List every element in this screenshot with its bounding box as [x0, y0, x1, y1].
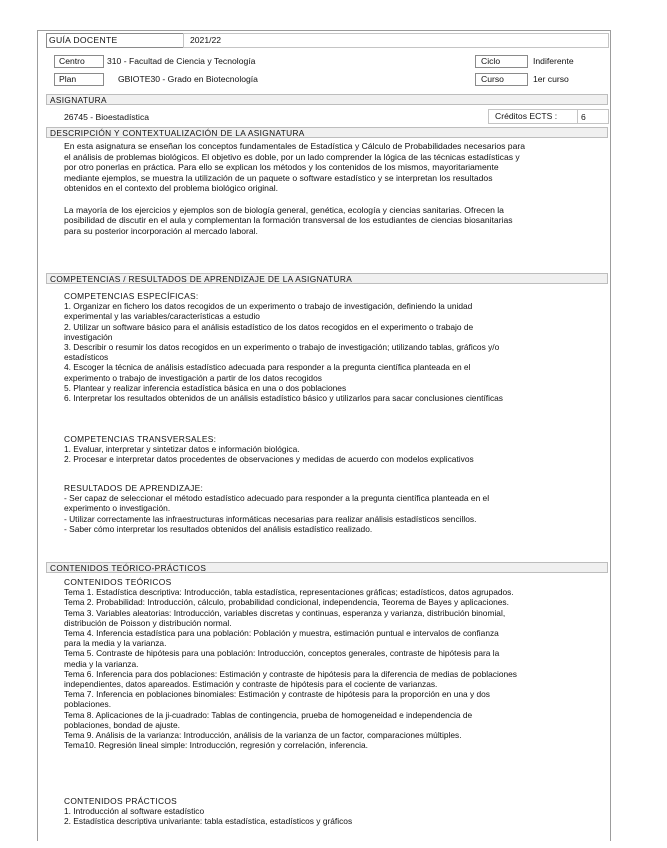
tema-line: para la media y la varianza. — [64, 638, 167, 649]
tema-line: Tema 4. Inferencia estadística para una población: Población y muestra, estimación puntual e intervalos de confianza — [64, 628, 499, 639]
centro-value: 310 - Facultad de Ciencia y Tecnología — [107, 56, 256, 66]
especifica-line: experimental y las variables/características a estudio — [64, 311, 260, 322]
transversal-line: 1. Evaluar, interpretar y sintetizar datos e información biológica. — [64, 444, 300, 455]
resultado-line: - Utilizar correctamente las infraestructuras informáticas necesarias para realizar análisis estadísticos sencillos. — [64, 513, 477, 524]
resultado-line: - Ser capaz de seleccionar el método estadístico adecuado para responder a la pregunta científica planteada en el — [64, 493, 490, 504]
especifica-line: investigación — [64, 331, 113, 342]
tema-line: Tema 5. Contraste de hipótesis para una población: Introducción, conceptos generales, contraste de hipótesis para la — [64, 648, 500, 659]
especifica-line: estadísticos — [64, 352, 109, 363]
year-box — [183, 33, 609, 48]
curso-value: 1er curso — [533, 74, 569, 84]
competencias-especificas — [64, 291, 503, 403]
plan-label: Plan — [59, 74, 77, 84]
curso-label: Curso — [481, 74, 504, 84]
descripcion-section-header: DESCRIPCIÓN Y CONTEXTUALIZACIÓN DE LA ASIGNATURA — [46, 127, 608, 138]
ciclo-value: Indiferente — [533, 56, 574, 66]
descripcion-line: para su posterior incorporación al mercado laboral. — [64, 225, 258, 236]
practico-line: 2. Estadística descriptiva univariante: tabla estadística, estadísticos y gráficos — [64, 816, 353, 827]
centro-label: Centro — [59, 56, 85, 66]
competencias-transversales — [64, 434, 474, 465]
contenidos-teoricos — [64, 577, 517, 750]
tema-line: Tema 9. Análisis de la varianza: Introducción, análisis de la varianza de un factor, comparaciones múltiples. — [64, 730, 462, 741]
tema-line: Tema 1. Estadística descriptiva: Introducción, tabla estadística, representaciones gráficas; estadísticos, datos agrupados. — [64, 587, 514, 598]
descripcion-line: mediante ejemplos, se muestra la utilización de un paquete o software estadístico y se interpretan los resultados — [64, 172, 493, 183]
transversal-line: 2. Procesar e interpretar datos procedentes de observaciones y medidas de acuerdo con modelos explicativos — [64, 454, 474, 465]
resultados-aprendizaje — [64, 483, 489, 534]
tema-line: distribución de Poisson y distribución normal. — [64, 617, 232, 628]
ciclo-label: Ciclo — [481, 56, 501, 66]
tema-line: Tema10. Regresión lineal simple: Introducción, regresión y correlación, inferencia. — [64, 740, 368, 751]
paragraph-break — [64, 194, 609, 205]
academic-year: 2021/22 — [190, 35, 222, 45]
competencias-section-header: COMPETENCIAS / RESULTADOS DE APRENDIZAJE DE LA ASIGNATURA — [46, 273, 608, 284]
guia-docente-label: GUÍA DOCENTE — [49, 35, 118, 45]
contenidos-practicos — [64, 796, 352, 827]
tema-line: poblaciones. — [64, 699, 112, 710]
resultados-title: RESULTADOS DE APRENDIZAJE: — [64, 483, 204, 493]
especifica-line: 4. Escoger la técnica de análisis estadístico adecuada para responder a la pregunta científica planteada en el — [64, 362, 471, 373]
asignatura-name: 26745 - Bioestadística — [64, 112, 150, 122]
descripcion-line: La mayoría de los ejercicios y ejemplos son de biología general, genética, ecología y ciencias sanitarias. Ofrecen la — [64, 204, 504, 215]
tema-line: Tema 6. Inferencia para dos poblaciones: Estimación y contraste de hipótesis para la diferencia de medias de poblaciones — [64, 668, 517, 679]
asignatura-section-header: ASIGNATURA — [46, 94, 608, 105]
tema-line: media y la varianza. — [64, 658, 139, 669]
tema-line: poblaciones, bondad de ajuste. — [64, 719, 180, 730]
especifica-line: experimento o trabajo de investigación a partir de los datos recogidos — [64, 372, 322, 383]
especificas-title: COMPETENCIAS ESPECÍFICAS: — [64, 291, 199, 301]
descripcion-line: el análisis de problemas biológicos. El objetivo es doble, por un lado comprender la lógica de las técnicas estadísticas y — [64, 151, 520, 162]
especifica-line: 3. Describir o resumir los datos recogidos en un experimento o trabajo de investigación; utilizando tablas, gráficos y/o — [64, 342, 500, 353]
plan-value: GBIOTE30 - Grado en Biotecnología — [118, 74, 258, 84]
descripcion-text — [64, 141, 609, 236]
descripcion-line: obtenidos en el contexto del problema biológico original. — [64, 183, 279, 194]
creditos-label: Créditos ECTS : — [495, 111, 558, 121]
practico-line: 1. Introducción al software estadístico — [64, 806, 205, 817]
resultado-line: experimento o investigación. — [64, 503, 171, 514]
tema-line: Tema 3. Variables aleatorias: Introducción, variables discretas y continuas, esperanza y varianza, distribución binomial, — [64, 607, 506, 618]
descripcion-line: En esta asignatura se enseñan los conceptos fundamentales de Estadística y Cálculo de Probabilidades necesarios para — [64, 141, 526, 151]
teoricos-title: CONTENIDOS TEÓRICOS — [64, 577, 172, 587]
tema-line: independientes, datos apareados. Estimación y contraste de hipótesis para el cociente de varianzas. — [64, 679, 438, 690]
transversales-title: COMPETENCIAS TRANSVERSALES: — [64, 434, 217, 444]
resultado-line: - Saber cómo interpretar los resultados obtenidos del análisis estadístico realizado. — [64, 523, 373, 534]
tema-line: Tema 2. Probabilidad: Introducción, cálculo, probabilidad condicional, independencia, Teorema de Bayes y aplicaciones. — [64, 597, 509, 608]
especifica-line: 2. Utilizar un software básico para el análisis estadístico de los datos recogidos en el experimento o trabajo de — [64, 321, 474, 332]
especifica-line: 5. Plantear y realizar inferencia estadística básica en una o dos poblaciones — [64, 382, 347, 393]
especifica-line: 1. Organizar en fichero los datos recogidos de un experimento o trabajo de investigación, definiendo la unidad — [64, 301, 473, 312]
descripcion-line: por otro ponerlas en práctica. Para ello se explican los métodos y los contenidos de los mismos, mayoritariamente — [64, 162, 499, 173]
creditos-value: 6 — [581, 112, 586, 122]
especifica-line: 6. Interpretar los resultados obtenidos de un análisis estadístico básico y utilizarlos para sacar conclusiones científicas — [64, 393, 503, 404]
tema-line: Tema 7. Inferencia en poblaciones binomiales: Estimación y contraste de hipótesis para la proporción en una y dos — [64, 689, 490, 700]
descripcion-line: posibilidad de discutir en el aula y complementan la formación transversal de los estudiantes de ciencias biosanitarias — [64, 215, 513, 226]
practicos-title: CONTENIDOS PRÁCTICOS — [64, 796, 178, 806]
tema-line: Tema 8. Aplicaciones de la ji-cuadrado: Tablas de contingencia, prueba de homogeneidad e independencia de — [64, 709, 473, 720]
contenidos-section-header: CONTENIDOS TEÓRICO-PRÁCTICOS — [46, 562, 608, 573]
